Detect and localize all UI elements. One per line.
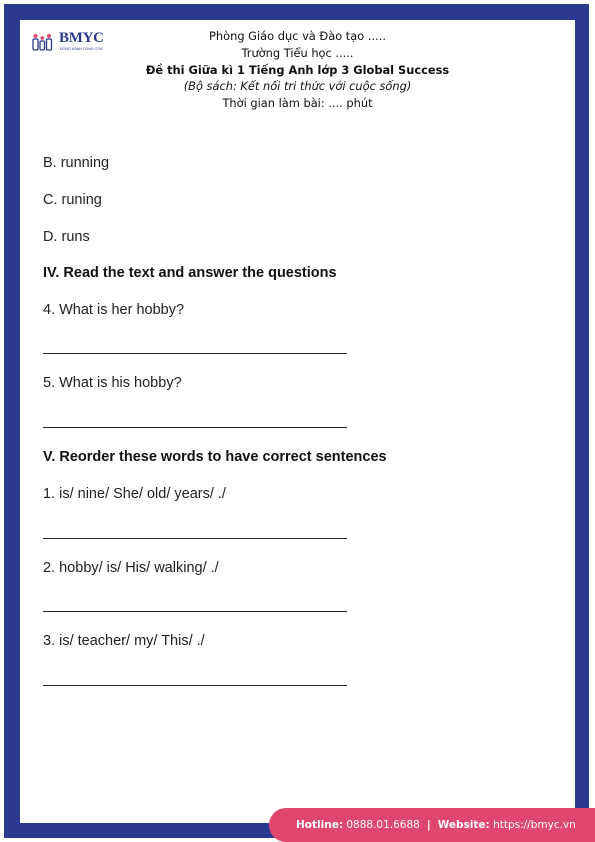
reorder-question-1: 1. is/ nine/ She/ old/ years/ ./ (43, 486, 226, 502)
department-line: Phòng Giáo dục và Đào tạo ..... (209, 29, 386, 43)
logo-text: BMYC (59, 30, 104, 46)
reorder-question-3: 3. is/ teacher/ my/ This/ ./ (43, 633, 205, 649)
hotline-number[interactable]: 0888.01.6688 (346, 819, 420, 831)
hotline-label: Hotline: (296, 819, 344, 831)
option-c: C. runing (43, 192, 102, 208)
answer-line-5[interactable] (43, 427, 347, 428)
page-border-inner (19, 19, 576, 824)
option-d: D. runs (43, 229, 90, 245)
option-b: B. running (43, 155, 110, 171)
section-4-title: IV. Read the text and answer the questions (43, 265, 337, 281)
answer-line-reorder-2[interactable] (43, 611, 347, 612)
website-label: Website: (437, 819, 490, 831)
question-5: 5. What is his hobby? (43, 375, 182, 391)
section-5-title: V. Reorder these words to have correct sentences (43, 449, 387, 465)
answer-line-reorder-3[interactable] (43, 685, 347, 686)
answer-line-reorder-1[interactable] (43, 538, 347, 539)
question-4: 4. What is her hobby? (43, 302, 185, 318)
reorder-question-2: 2. hobby/ is/ His/ walking/ ./ (43, 560, 219, 576)
footer-separator: | (426, 819, 431, 831)
school-line: Trường Tiểu học ..... (241, 45, 354, 60)
exam-title: Đề thi Giữa kì 1 Tiếng Anh lớp 3 Global Success (145, 62, 450, 77)
website-link[interactable]: https://bmyc.vn (493, 819, 576, 831)
exam-time: Thời gian làm bài: .... phút (222, 96, 373, 111)
logo-tagline: ĐỒNG HÀNH CÙNG CON (60, 47, 103, 51)
footer-contact-bar (269, 808, 595, 842)
book-series: (Bộ sách: Kết nối tri thức với cuộc sống) (183, 79, 412, 94)
answer-line-4[interactable] (43, 353, 347, 354)
document-header (0, 28, 595, 112)
